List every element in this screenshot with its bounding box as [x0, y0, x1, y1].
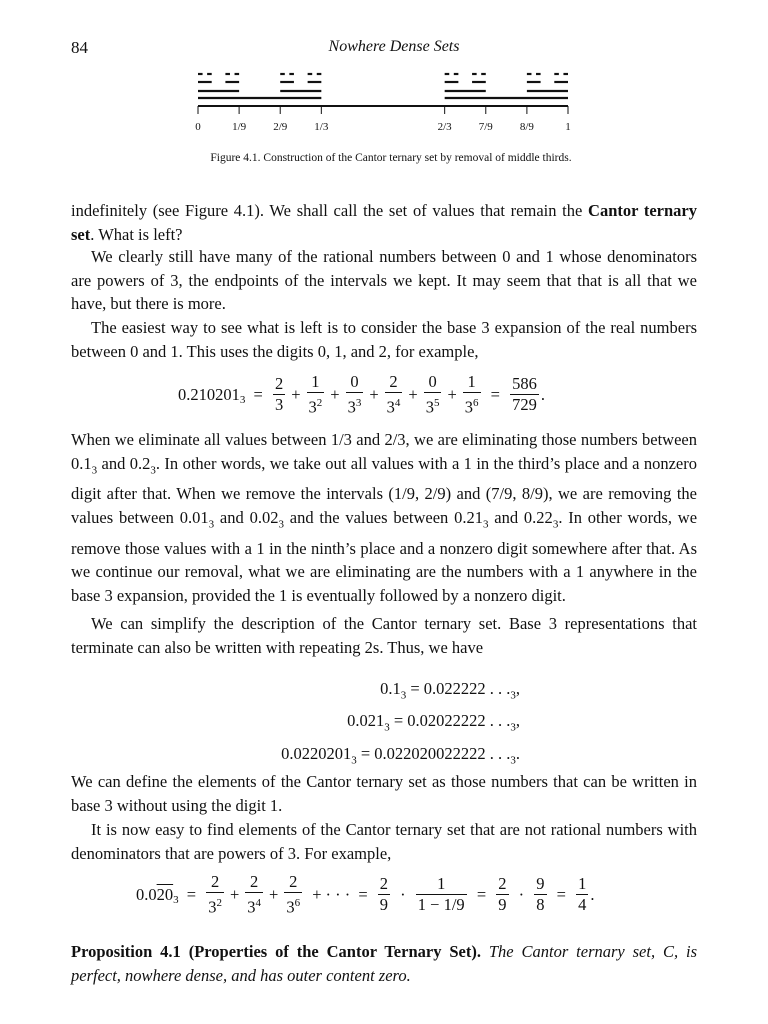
eq3-f1 — [378, 874, 390, 915]
proposition-4-1 — [71, 940, 697, 987]
paragraph-5 — [71, 612, 697, 659]
p4-b: and 0.2 — [97, 453, 151, 473]
p4-f: and 0.22 — [488, 507, 553, 527]
eq3-f5 — [576, 874, 588, 915]
eq3-term-den-base: 3 — [286, 897, 295, 917]
eq1-plus: + — [330, 384, 340, 404]
sub-5: 3 — [482, 518, 489, 531]
eq2-row-1-rhs: = 0.022222 . . . — [406, 679, 511, 698]
proposition-text: The Cantor ternary set, C, is perfect, nowhere dense, and has outer content zero. — [71, 942, 698, 985]
running-head: Nowhere Dense Sets — [328, 38, 460, 55]
eq3-term-exp: 2 — [216, 897, 222, 909]
eq3-f1-den: 9 — [379, 895, 389, 915]
p2-text: We clearly still have many of the rational numbers between 0 and 1 whose denominators are powers of 3, the endpoints of the intervals we kept. It may seem that that is all that we have, but there is more. — [71, 247, 697, 313]
eq3-f3-num: 2 — [498, 874, 507, 894]
eq1-term — [273, 374, 285, 415]
cantor-tick-label: 2/9 — [273, 121, 288, 133]
p4-g: . In other words, we remove those values with a 1 in the ninth’s place and a nonzero digit somewhere after that. As we continue our removal, what we are eliminating are the numbers with a 1 anywhere in the base 3 expansion, provided the 1 is eventually followed by a nonzero digit. — [71, 507, 698, 605]
eq1-term — [385, 372, 403, 418]
eq1-term — [346, 372, 364, 418]
eq3-term-den — [284, 892, 302, 918]
eq3-term — [245, 872, 263, 918]
p4-c: . In other words, we take out all values with a 1 in the third’s place and a nonzero digit after that. When we remove the intervals (1/9, 2/9) and (7/9, 8/9), we are removing the values between 0.01 — [71, 453, 697, 527]
eq2-row-3: $0.0220201_3 = 0.022020022222$ . . $._3$. — [281, 743, 520, 766]
eq3-lhs-plain: 0.0 — [136, 884, 157, 904]
eq1-plus: + — [408, 384, 418, 404]
eq3-terms — [204, 872, 304, 917]
eq2-row-2-rhs: = 0.02022222 . . . — [389, 711, 511, 731]
eq2-row-3-sub2: 3 — [510, 753, 516, 766]
cantor-tick-label: 1/3 — [314, 121, 329, 133]
eq2-row-1-sub2: 3 — [510, 689, 516, 702]
eq1-term-num: 2 — [389, 372, 398, 391]
eq1-term-den — [346, 392, 364, 418]
p6-text: We can define the elements of the Cantor ternary set as those numbers that can be written in base 3 without using the digit 1. — [71, 772, 697, 815]
eq1-term-exp: 2 — [316, 397, 323, 409]
eq3-f3-den: 9 — [498, 895, 507, 915]
eq1-term-den-base: 3 — [274, 395, 284, 415]
eq1-term-den — [424, 392, 442, 418]
eq1-term-exp: 5 — [433, 397, 440, 409]
cantor-tick-label: 1 — [565, 121, 571, 133]
cantor-tick-label: 7/9 — [478, 121, 493, 133]
eq2-row-1: $0.1_3 = 0.022222$ . . $._3$, — [380, 679, 520, 702]
eq2-row-3-sub: 3 — [351, 753, 357, 766]
eq1-term-den — [385, 392, 403, 418]
cantor-tick-label: 2/3 — [437, 121, 452, 133]
sub-1: 3 — [91, 463, 98, 476]
eq3-f5-num: 1 — [578, 874, 587, 894]
eq3-term-den-base: 3 — [208, 897, 217, 917]
eq1-term-exp: 6 — [473, 397, 479, 409]
eq3-f2-num: 1 — [437, 874, 446, 894]
eq1-term-num: 2 — [274, 374, 284, 394]
equation-1: $0.210201_3$ = $\frac{2}{3}$ + $\frac{1}{3^2}$ + $\frac{0}{3^3}$ + $\frac{2}{3^4}$ + $\frac{0}{3^5}$ + $\frac{1}{3^6}$ = $\frac{586}{729}$ . — [178, 372, 545, 417]
eq1-term-den-base: 3 — [347, 397, 356, 417]
eq3-dots: · · · — [325, 884, 351, 904]
eq3-term-num: 2 — [210, 872, 220, 891]
eq2-row-1-lhs: 0.1 — [380, 679, 401, 698]
eq2-row-3-lhs: 0.0220201 — [281, 743, 352, 763]
p3-text: The easiest way to see what is left is to consider the base 3 expansion of the real numbers between 0 and 1. This uses the digits 0, 1, and 2, for example, — [71, 318, 697, 361]
eq1-term-den-base: 3 — [308, 397, 317, 417]
eq2-row-1-sub: 3 — [400, 689, 407, 702]
eq2-row-2: $0.021_3 = 0.02022222$ . . $._3$, — [347, 711, 520, 734]
cantor-tick-label: 8/9 — [519, 121, 534, 133]
eq3-term-den-base: 3 — [247, 897, 256, 917]
eq3-term — [284, 872, 302, 918]
eq1-plus: + — [447, 384, 457, 404]
p7-text: It is now easy to find elements of the Cantor ternary set that are not rational numbers with denominators that are powers of 3. For example, — [71, 820, 697, 863]
cantor-tick-label: 0 — [195, 121, 201, 133]
eq1-term-num: 0 — [350, 372, 359, 391]
eq3-f4 — [534, 874, 546, 915]
paragraph-3 — [71, 316, 697, 363]
sub-2: 3 — [150, 463, 156, 476]
eq3-f4-num: 9 — [536, 874, 545, 894]
eq1-term-den — [273, 394, 285, 415]
eq1-term-exp: 4 — [394, 397, 401, 409]
eq1-term — [463, 372, 481, 418]
sub-6: 3 — [552, 518, 559, 531]
eq1-term — [307, 372, 325, 418]
eq3-term-exp: 4 — [255, 897, 261, 909]
eq1-lhs-sub: 3 — [239, 393, 246, 406]
eq3-term — [206, 872, 224, 918]
eq1-term-num: 0 — [428, 372, 437, 391]
eq3-f2-den: 1 − 1/9 — [417, 895, 465, 915]
eq3-term-den — [245, 892, 263, 918]
p1-text-a: indefinitely (see Figure 4.1). We shall call the set of values that remain the — [71, 201, 589, 220]
paragraph-2 — [71, 245, 697, 316]
eq1-term-num: 1 — [467, 372, 476, 391]
equation-2 — [0, 676, 520, 773]
eq1-plus: + — [369, 384, 379, 404]
eq3-f3 — [496, 874, 508, 915]
eq3-plus: + — [269, 884, 279, 904]
eq1-result-num: 586 — [512, 374, 537, 394]
eq3-term-den — [206, 892, 224, 918]
eq1-term-den-base: 3 — [386, 397, 395, 417]
figure-caption: Figure 4.1. Construction of the Cantor ternary set by removal of middle thirds. — [210, 152, 572, 164]
eq1-term-den-base: 3 — [464, 397, 473, 417]
eq2-row-3-rhs: = 0.022020022222 . . . — [356, 743, 511, 763]
eq3-term-num: 2 — [289, 872, 298, 891]
eq1-term-num: 1 — [311, 372, 320, 391]
equation-3: $0.020_3$ = $\frac{2}{3^2}$ + $\frac{2}{3^4}$ + $\frac{2}{3^6}$ + · · · = $\frac{2}{9}$ · $\frac{1}{1 - 1/9}$ = $\frac{2}{9}$ · $\frac{9}{8}$ = $\frac{1}{4}$ . — [136, 872, 595, 917]
sub-3: 3 — [208, 518, 215, 531]
page-number: 84 — [71, 38, 88, 57]
eq1-lhs: 0.210201 — [178, 384, 240, 404]
eq1-term — [424, 372, 442, 418]
eq1-term-den — [463, 392, 481, 418]
paragraph-1 — [71, 199, 697, 246]
eq3-lhs-sub: 3 — [173, 893, 179, 906]
eq1-plus: + — [291, 384, 301, 404]
p1-text-b: . What is left? — [90, 224, 183, 244]
eq3-term-exp: 6 — [294, 897, 301, 909]
cantor-tick-label: 1/9 — [232, 121, 247, 133]
p5-text: We can simplify the description of the Cantor ternary set. Base 3 representations that terminate can also be written with repeating 2s. Thus, we have — [71, 614, 697, 657]
paragraph-4 — [71, 428, 697, 607]
eq1-term-exp: 3 — [355, 397, 362, 409]
paragraph-7 — [71, 818, 697, 865]
proposition-label: Proposition 4.1 (Properties of the Cantor Ternary Set). — [71, 942, 481, 961]
eq1-result — [510, 374, 539, 415]
sub-4: 3 — [278, 518, 284, 531]
p4-a: When we eliminate all values between 1/3 and 2/3, we are eliminating those numbers between 0.1 — [71, 430, 697, 473]
eq2-row-2-sub2: 3 — [510, 721, 516, 734]
eq3-f5-den: 4 — [578, 895, 587, 915]
eq2-row-2-sub: 3 — [384, 721, 390, 734]
eq3-f1-num: 2 — [379, 874, 389, 894]
p4-e: and the values between 0.21 — [283, 507, 483, 527]
eq3-f2 — [416, 874, 467, 915]
eq1-result-den: 729 — [512, 395, 537, 415]
p4-d: and 0.02 — [214, 507, 279, 527]
eq3-term-num: 2 — [250, 872, 259, 891]
eq1-term-den-base: 3 — [425, 397, 434, 417]
cantor-set-figure — [188, 68, 588, 143]
paragraph-6 — [71, 770, 697, 817]
eq3-plus: + — [229, 884, 240, 904]
p1-bold-term: Cantor ternary set — [71, 201, 697, 244]
eq1-term-den — [307, 392, 325, 418]
eq2-row-2-lhs: 0.021 — [347, 711, 385, 731]
eq3-lhs-repeat: 20 — [156, 884, 174, 904]
eq3-f4-den: 8 — [536, 895, 545, 915]
